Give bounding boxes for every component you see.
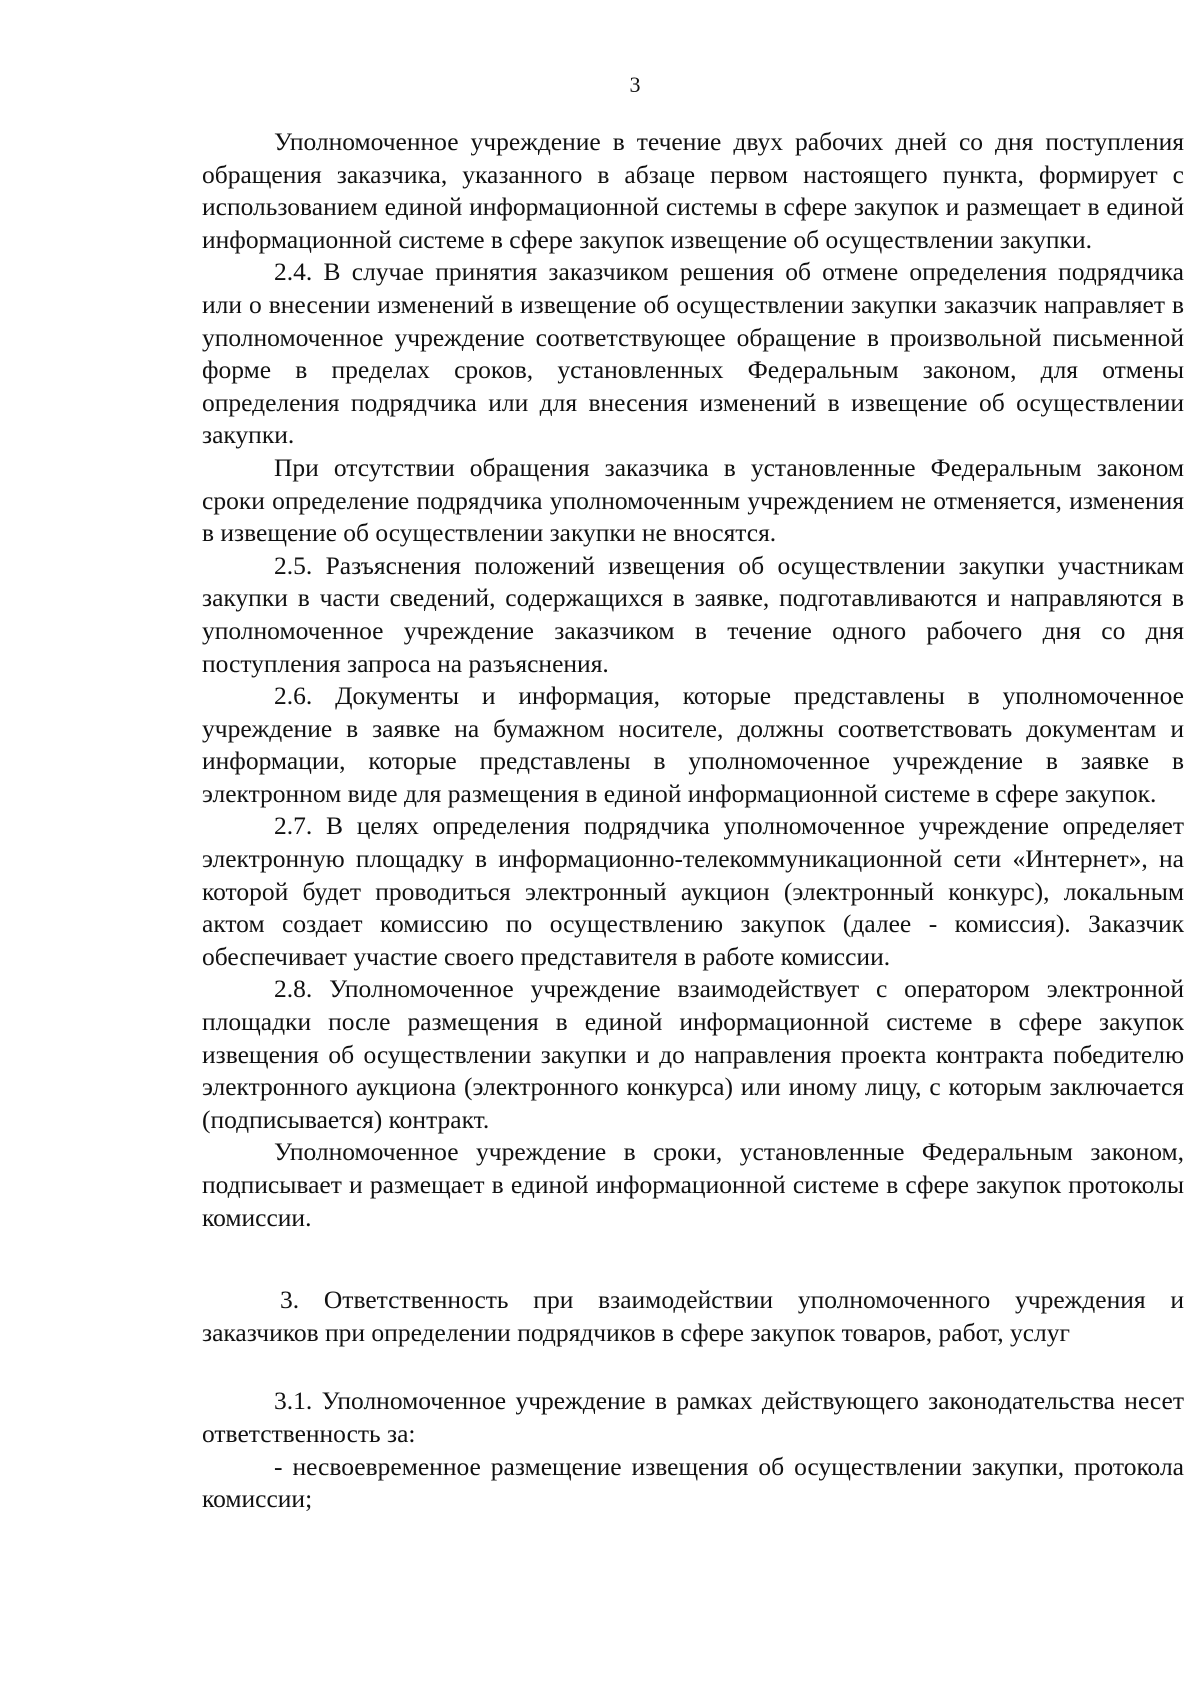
paragraph-protocols: Уполномоченное учреждение в сроки, установленные Федеральным законом, подписывает и размещает в единой информационной системе в сфере закупок протоколы комиссии. [202,1137,1184,1232]
paragraph-2-7: 2.7. В целях определения подрядчика уполномоченное учреждение определяет электронную площадку в информационно-телекоммуникационной сети «Интернет», на которой будет проводиться электронный аукцион (электронный конкурс), локальным актом создает комиссию по осуществлению закупок (далее - комиссия). Заказчик обеспечивает участие своего представителя в работе комиссии. [202,811,1184,971]
paragraph-authorized-institution-notice: Уполномоченное учреждение в течение двух рабочих дней со дня поступления обращения заказчика, указанного в абзаце первом настоящего пункта, формирует с использованием единой информационной системы в сфере закупок и размещает в единой информационной системе в сфере закупок извещение об осуществлении закупки. [202,127,1184,254]
list-item-untimely-placement: - несвоевременное размещение извещения об осуществлении закупки, протокола комиссии; [202,1451,1184,1514]
page-number: 3 [629,72,641,97]
paragraph-3-1: 3.1. Уполномоченное учреждение в рамках действующего законодательства несет ответственность за: [202,1386,1184,1448]
paragraph-2-4: 2.4. В случае принятия заказчиком решения об отмене определения подрядчика или о внесении изменений в извещение об осуществлении закупки заказчик направляет в уполномоченное учреждение соответствующее обращение в произвольной письменной форме в пределах сроков, установленных Федеральным законом, для отмены определения подрядчика или для внесения изменений в извещение об осуществлении закупки. [202,257,1184,450]
section-3-heading: 3. Ответственность при взаимодействии уполномоченного учреждения и заказчиков при определении подрядчиков в сфере закупок товаров, работ, услуг [202,1285,1184,1347]
paragraph-no-request: При отсутствии обращения заказчика в установленные Федеральным законом сроки определение подрядчика уполномоченным учреждением не отменяется, изменения в извещение об осуществлении закупки не вносятся. [202,452,1184,548]
paragraph-2-5: 2.5. Разъяснения положений извещения об осуществлении закупки участникам закупки в части сведений, содержащихся в заявке, подготавливаются и направляются в уполномоченное учреждение заказчиком в течение одного рабочего дня со дня поступления запроса на разъяснения. [202,550,1184,678]
document-body [202,126,1184,1516]
paragraph-2-6: 2.6. Документы и информация, которые представлены в уполномоченное учреждение в заявке на бумажном носителе, должны соответствовать документам и информации, которые представлены в уполномоченное учреждение в заявке в электронном виде для размещения в единой информационной системе в сфере закупок. [202,681,1184,808]
paragraph-2-8: 2.8. Уполномоченное учреждение взаимодействует с оператором электронной площадки после размещения в единой информационной системе в сфере закупок извещения об осуществлении закупки и до направления проекта контракта победителю электронного аукциона (электронного конкурса) или иному лицу, с которым заключается (подписывается) контракт. [202,974,1184,1134]
